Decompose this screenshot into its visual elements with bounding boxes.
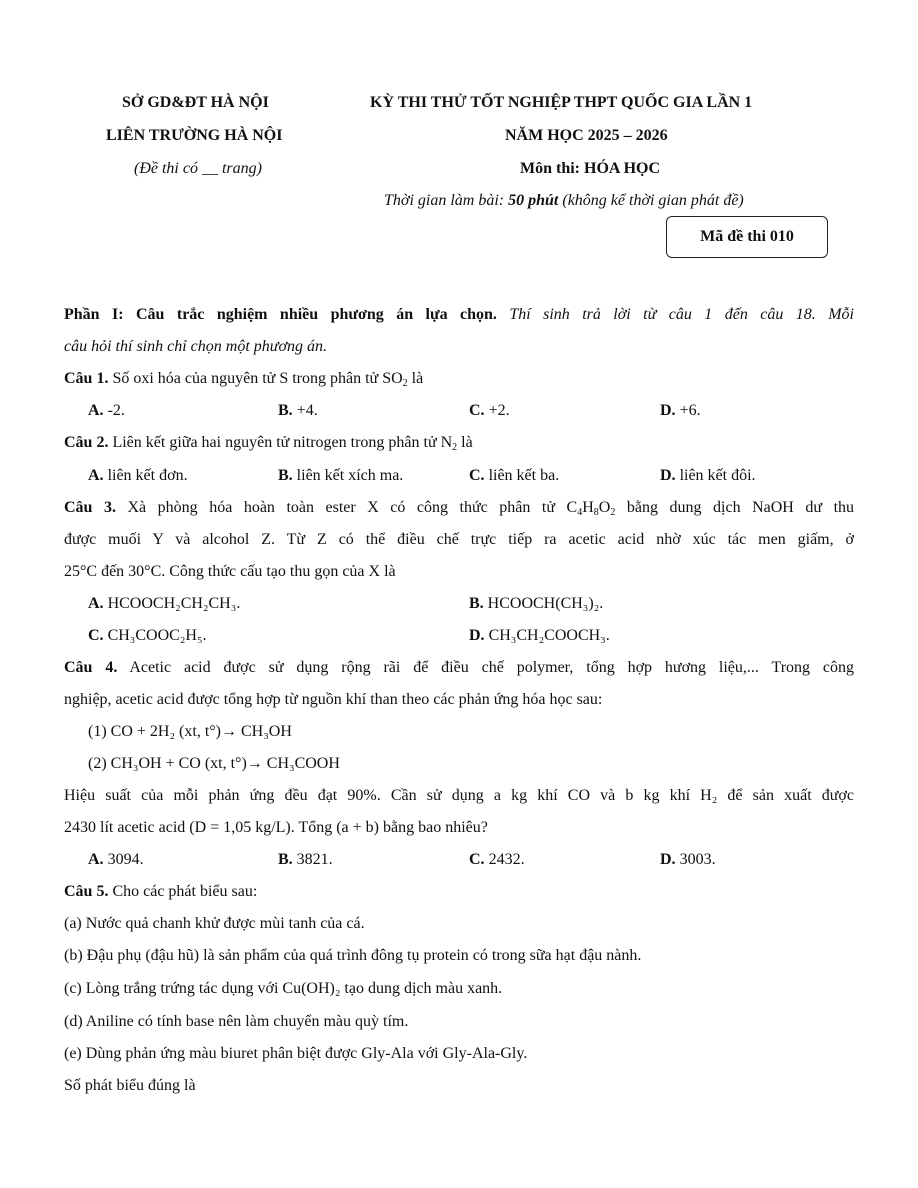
q1-option-a: A. -2. xyxy=(88,402,125,419)
time-allowed: Thời gian làm bài: 50 phút (không kể thời gian phát đề) xyxy=(384,192,744,209)
statement-b: (b) Đậu phụ (đậu hũ) là sản phẩm của quá trình đông tụ protein có trong sữa hạt đậu nành. xyxy=(64,947,642,964)
q3-option-c: C. CH₃COOC₂H₅. xyxy=(88,627,207,644)
exam-code-box: Mã đề thi 010 xyxy=(666,216,828,258)
q2-option-b: B. liên kết xích ma. xyxy=(278,467,404,484)
department-name: SỞ GD&ĐT HÀ NỘI xyxy=(122,94,269,111)
q4-option-d: D. 3003. xyxy=(660,851,716,868)
q4-option-b: B. 3821. xyxy=(278,851,333,868)
part1-instruction: câu hỏi thí sinh chỉ chọn một phương án. xyxy=(64,338,328,355)
q3-option-b: B. HCOOCH(CH₃)₂. xyxy=(469,595,604,612)
statement-d: (d) Aniline có tính base nên làm chuyển màu quỳ tím. xyxy=(64,1013,409,1030)
q3-option-a: A. HCOOCH₂CH₂CH₃. xyxy=(88,595,241,612)
question-4-line-1: Câu 4. Acetic acid được sử dụng rộng rãi để điều chế polymer, tổng hợp hương liệu,... Trong công xyxy=(64,659,855,676)
question-5-closing: Số phát biểu đúng là xyxy=(64,1077,196,1094)
q4-option-a: A. 3094. xyxy=(88,851,144,868)
q2-option-c: C. liên kết ba. xyxy=(469,467,560,484)
question-2: Câu 2. Liên kết giữa hai nguyên tử nitrogen trong phân tử $N_2$ là xyxy=(64,434,473,453)
question-4-line-2: nghiệp, acetic acid được tổng hợp từ nguồn khí than theo các phản ứng hóa học sau: xyxy=(64,691,603,708)
school-year: NĂM HỌC 2025 – 2026 xyxy=(505,127,668,144)
question-3-line-1: Câu 3. Xà phòng hóa hoàn toàn ester X có công thức phân tử $C_4H_8O_2$ bằng dung dịch NaOH dư thu xyxy=(64,499,855,518)
question-4-line-4: 2430 lít acetic acid (D = 1,05 kg/L). Tổng (a + b) bằng bao nhiêu? xyxy=(64,819,488,836)
q4-option-c: C. 2432. xyxy=(469,851,525,868)
q1-option-b: B. +4. xyxy=(278,402,318,419)
q1-option-c: C. +2. xyxy=(469,402,510,419)
statement-c: (c) Lòng trắng trứng tác dụng với Cu(OH)₂ tạo dung dịch màu xanh. xyxy=(64,980,503,997)
page-count-note: (Đề thi có __ trang) xyxy=(134,160,262,177)
exam-title: KỲ THI THỬ TỐT NGHIỆP THPT QUỐC GIA LẦN 1 xyxy=(370,94,753,111)
school-name: LIÊN TRƯỜNG HÀ NỘI xyxy=(106,127,283,144)
part1-heading: Phần I: Câu trắc nghiệm nhiều phương án lựa chọn. Thí sinh trả lời từ câu 1 đến câu 18. Mỗi xyxy=(64,306,854,323)
question-1: Câu 1. Số oxi hóa của nguyên tử S trong phân tử $SO_2$ là xyxy=(64,370,424,389)
q2-option-d: D. liên kết đôi. xyxy=(660,467,756,484)
subject: Môn thi: HÓA HỌC xyxy=(520,160,661,177)
question-5: Câu 5. Cho các phát biểu sau: xyxy=(64,883,258,900)
statement-e: (e) Dùng phản ứng màu biuret phân biệt được Gly-Ala với Gly-Ala-Gly. xyxy=(64,1045,528,1062)
question-4-line-3: Hiệu suất của mỗi phản ứng đều đạt 90%. Cần sử dụng a kg khí CO và b kg khí H₂ để sản xuất được xyxy=(64,787,854,804)
reaction-1: (1) CO + 2H₂ (xt, t°)→ CH₃OH xyxy=(88,723,292,740)
q1-option-d: D. +6. xyxy=(660,402,701,419)
question-3-line-2: được muối Y và alcohol Z. Từ Z có thể điều chế trực tiếp ra acetic acid nhờ xúc tác men giấm, ở xyxy=(64,531,854,548)
statement-a: (a) Nước quả chanh khử được mùi tanh của cá. xyxy=(64,915,365,932)
reaction-2: (2) CH₃OH + CO (xt, t°)→ CH₃COOH xyxy=(88,755,340,772)
q2-option-a: A. liên kết đơn. xyxy=(88,467,188,484)
q3-option-d: D. CH₃CH₂COOCH₃. xyxy=(469,627,610,644)
question-3-line-3: 25°C đến 30°C. Công thức cấu tạo thu gọn của X là xyxy=(64,563,396,580)
